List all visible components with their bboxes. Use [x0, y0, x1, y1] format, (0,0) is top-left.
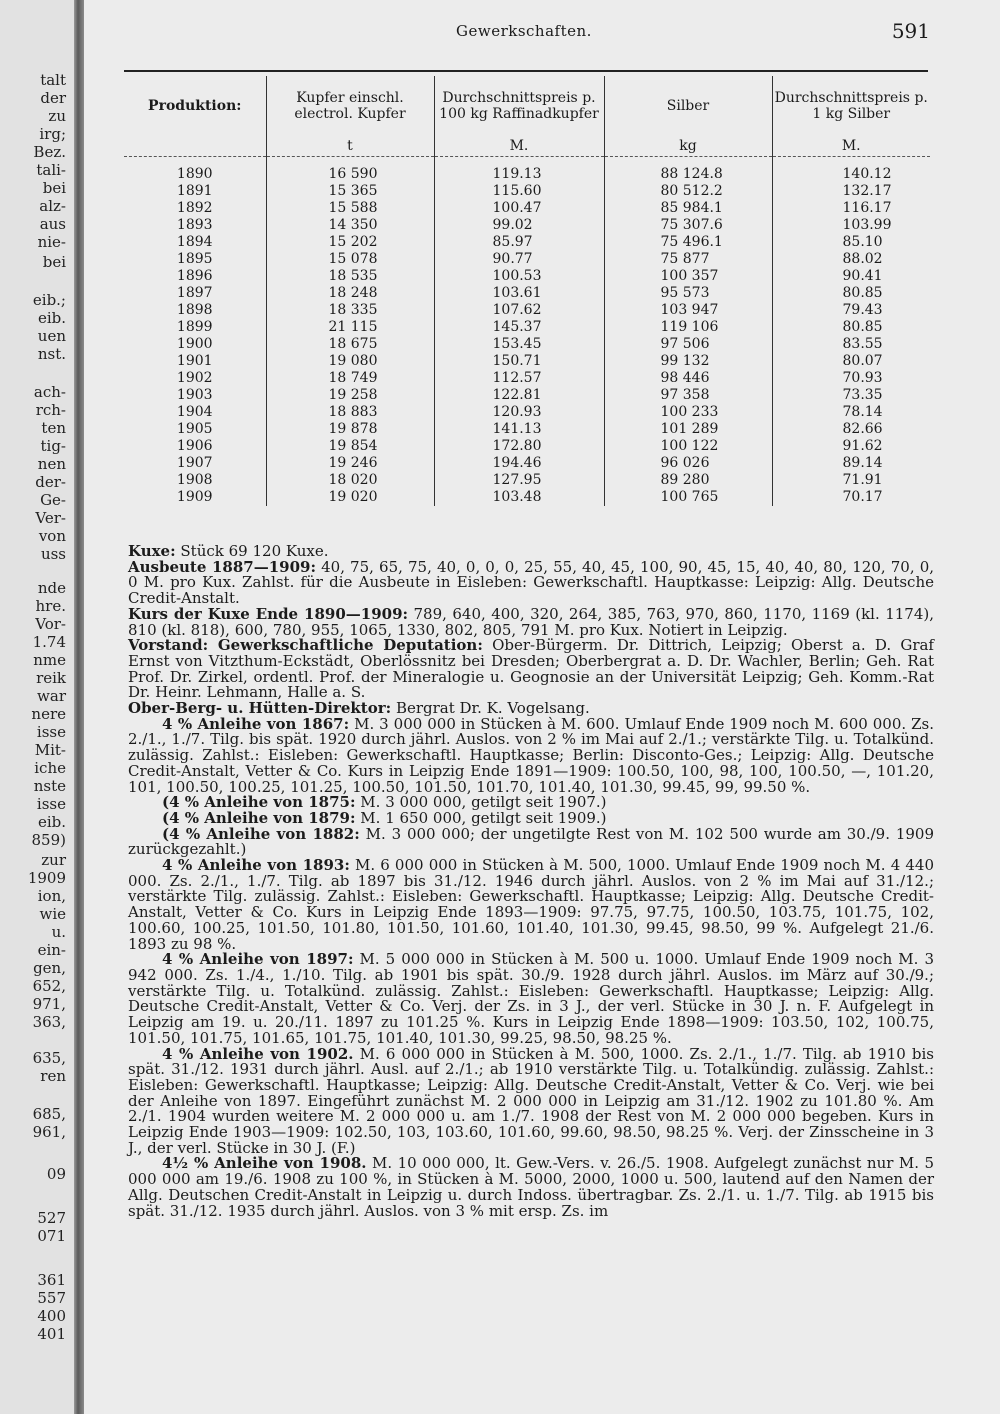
- paragraph: [128, 824, 934, 859]
- silver-cell: 75 307.6: [604, 217, 772, 234]
- paragraph-text: M. 5 000 000 in Stücken à M. 500 u. 1000. Umlauf Ende 1909 noch M. 3 942 000. Zs. 1./4., 1./10. Tilg. ab 1901 bis spät. 30./9. 1928 durch jährl. Auslos. im März auf 30./9.; verstärkte Tilg. u. Totalkünd. zulässig. Zahlst.: Eisleben: Gewerkschaftl. Hauptkasse; Leipzig: Allg. Deutsche Credit-Anstalt, Vetter & Co. Verj. der Zs. in 3 J., der verl. Stücke in 30 J. n. F. Aufgelegt in Leipzig am 19. u. 20./11. 1897 zu 101.25 %. Kurs in Leipzig Ende 1898—1909: 103.50, 102, 100.75, 101.50, 101.75, 101.65, 101.75, 101.40, 101.30, 99.25, 98.50, 98.25 %.: [128, 950, 934, 1047]
- margin-fragment: Mit-: [34, 741, 66, 759]
- margin-fragment: zu: [48, 107, 66, 125]
- silver-price-cell: 83.55: [842, 336, 883, 352]
- year-cell: 1909: [124, 489, 266, 506]
- copper-cell: 18 535: [266, 268, 434, 285]
- margin-fragment: eib.: [37, 309, 66, 327]
- margin-fragment: 1909: [27, 869, 66, 887]
- margin-fragment: nme: [33, 651, 66, 669]
- unit-silver: kg: [604, 136, 772, 157]
- unit-production: [124, 136, 266, 157]
- unit-silver-price: M.: [772, 136, 930, 157]
- table-row: [124, 302, 930, 319]
- silver-price-cell: 79.43: [842, 302, 883, 318]
- table-row: [124, 387, 930, 404]
- paragraph-text: Stück 69 120 Kuxe.: [175, 542, 329, 560]
- year-cell: 1904: [124, 404, 266, 421]
- silver-price-cell: 90.41: [842, 268, 883, 284]
- silver-cell: 101 289: [604, 421, 772, 438]
- year-cell: 1900: [124, 336, 266, 353]
- paragraph-text: M. 3 000 000; der ungetilgte Rest von M. 102 500 wurde am 30./9. 1909 zurückgezahlt.): [128, 824, 934, 859]
- copper-cell: 18 020: [266, 472, 434, 489]
- silver-price-cell: 70.93: [842, 370, 883, 386]
- copper-cell: 19 020: [266, 489, 434, 506]
- paragraph: [128, 1156, 934, 1219]
- margin-fragment: war: [37, 687, 66, 705]
- silver-cell: 97 506: [604, 336, 772, 353]
- silver-cell: 100 357: [604, 268, 772, 285]
- body-text: [128, 544, 934, 1219]
- margin-fragment: eib.: [37, 813, 66, 831]
- silver-price-cell: 82.66: [842, 421, 883, 437]
- table-row: [124, 217, 930, 234]
- running-header: Gewerkschaften.: [456, 22, 592, 40]
- margin-fragment: 971,: [32, 995, 66, 1013]
- silver-price-cell: 116.17: [842, 200, 892, 216]
- year-cell: 1899: [124, 319, 266, 336]
- year-cell: 1906: [124, 438, 266, 455]
- paragraph-lead: Vorstand: Gewerkschaftliche Deputation:: [128, 636, 483, 655]
- copper-price-cell: 172.80: [434, 438, 604, 455]
- table-row: [124, 421, 930, 438]
- paragraph: [128, 638, 934, 701]
- unit-copper-price: M.: [434, 136, 604, 157]
- year-cell: 1907: [124, 455, 266, 472]
- header-rule: [124, 70, 928, 72]
- copper-cell: 15 365: [266, 183, 434, 200]
- table-units-row: [124, 136, 930, 157]
- copper-price-cell: 103.48: [434, 489, 604, 506]
- paragraph-text: Ober-Bürgerm. Dr. Dittrich, Leipzig; Oberst a. D. Graf Ernst von Vitzthum-Eckstädt, Oberlössnitz bei Dresden; Oberbergrat a. D. Dr. Wachler, Berlin; Geh. Rat Prof. Dr. Zirkel, ordentl. Prof. der Mineralogie u. Geognosie an der Universität Leipzig; Geh. Komm.-Rat Dr. Heinr. Lehmann, Halle a. S.: [128, 636, 934, 702]
- margin-fragment: gen,: [33, 959, 66, 977]
- paragraph-text: M. 1 650 000, getilgt seit 1909.): [355, 808, 607, 827]
- header-production: Produktion:: [124, 76, 266, 136]
- margin-fragment: der: [40, 89, 66, 107]
- margin-fragment: 1.74: [32, 633, 66, 651]
- margin-fragment: Bez.: [33, 143, 66, 161]
- silver-cell: 88 124.8: [604, 166, 772, 183]
- table-row: [124, 183, 930, 200]
- silver-price-cell: 91.62: [842, 438, 883, 454]
- year-cell: 1908: [124, 472, 266, 489]
- paragraph-lead: 4 % Anleihe von 1867:: [162, 714, 350, 733]
- silver-cell: 98 446: [604, 370, 772, 387]
- copper-cell: 19 080: [266, 353, 434, 370]
- page-number: 591: [891, 19, 930, 43]
- silver-cell: 100 122: [604, 438, 772, 455]
- copper-price-cell: 90.77: [434, 251, 604, 268]
- silver-price-cell: 85.10: [842, 234, 883, 250]
- margin-fragment: ach-: [33, 383, 66, 401]
- year-cell: 1903: [124, 387, 266, 404]
- table-row: [124, 455, 930, 472]
- silver-price-cell: 70.17: [842, 489, 883, 505]
- margin-fragment: 859): [31, 831, 66, 849]
- copper-price-cell: 100.47: [434, 200, 604, 217]
- margin-fragment: nere: [31, 705, 66, 723]
- silver-cell: 99 132: [604, 353, 772, 370]
- copper-price-cell: 153.45: [434, 336, 604, 353]
- paragraph-lead: Kurs der Kuxe Ende 1890—1909:: [128, 604, 409, 623]
- copper-cell: 16 590: [266, 166, 434, 183]
- paragraph-text: M. 3 000 000 in Stücken à M. 600. Umlauf Ende 1909 noch M. 600 000. Zs. 2./1., 1./7. Tilg. bis spät. 1920 durch jährl. Auslos. von 2 % im Mai auf 2./1.; verstärkte Tilg. u. Totalkünd. zulässig. Zahlst.: Eisleben: Gewerkschaftl. Hauptkasse; Berlin: Disconto-Ges.; Leipzig: Allg. Deutsche Credit-Anstalt, Vetter & Co. Kurs in Leipzig Ende 1891—1909: 100.50, 100, 98, 100, 100.50, —, 101.20, 101, 100.50, 100.25, 101.25, 100.50, 101.50, 101.70, 101.40, 101.30, 99.45, 99, 99.50 %.: [128, 714, 934, 796]
- paragraph-lead: Ausbeute 1887—1909:: [128, 557, 316, 576]
- margin-fragment: der-: [35, 473, 66, 491]
- margin-fragment: talt: [40, 71, 66, 89]
- copper-price-cell: 194.46: [434, 455, 604, 472]
- silver-cell: 80 512.2: [604, 183, 772, 200]
- margin-fragment: tali-: [36, 161, 66, 179]
- copper-price-cell: 85.97: [434, 234, 604, 251]
- margin-fragment: 361: [37, 1271, 66, 1289]
- header-silver-price: Durchschnittspreis p. 1 kg Silber: [774, 90, 928, 122]
- paragraph-text: 789, 640, 400, 320, 264, 385, 763, 970, 860, 1170, 1169 (kl. 1174), 810 (kl. 818), 600, 780, 955, 1065, 1330, 802, 805, 791 M. pro Kux. Notiert in Leipzig.: [128, 604, 934, 639]
- table-row: [124, 166, 930, 183]
- page: [84, 0, 1000, 1414]
- silver-cell: 89 280: [604, 472, 772, 489]
- copper-cell: 15 202: [266, 234, 434, 251]
- table-row: [124, 472, 930, 489]
- page-gutter: [74, 0, 84, 1414]
- margin-fragment: von: [38, 527, 66, 545]
- margin-fragment: nde: [37, 579, 66, 597]
- copper-cell: 18 883: [266, 404, 434, 421]
- header-silver: Silber: [604, 76, 772, 136]
- copper-cell: 19 854: [266, 438, 434, 455]
- copper-cell: 15 078: [266, 251, 434, 268]
- paragraph-lead: 4½ % Anleihe von 1908.: [162, 1154, 367, 1173]
- margin-fragment: ten: [41, 419, 66, 437]
- copper-cell: 19 878: [266, 421, 434, 438]
- facing-page-strip: [0, 0, 84, 1414]
- copper-cell: 18 248: [266, 285, 434, 302]
- year-cell: 1901: [124, 353, 266, 370]
- table-row: [124, 353, 930, 370]
- silver-cell: 75 496.1: [604, 234, 772, 251]
- margin-fragment: 557: [37, 1289, 66, 1307]
- paragraph-text: Bergrat Dr. K. Vogelsang.: [391, 699, 590, 718]
- silver-cell: 97 358: [604, 387, 772, 404]
- copper-cell: 14 350: [266, 217, 434, 234]
- margin-fragment: wie: [39, 905, 66, 923]
- margin-fragment: irg;: [39, 125, 66, 143]
- silver-price-cell: 78.14: [842, 404, 883, 420]
- copper-cell: 19 258: [266, 387, 434, 404]
- silver-cell: 96 026: [604, 455, 772, 472]
- copper-price-cell: 119.13: [434, 166, 604, 183]
- silver-price-cell: 89.14: [842, 455, 883, 471]
- margin-fragment: reik: [36, 669, 66, 687]
- silver-price-cell: 71.91: [842, 472, 883, 488]
- paragraph-lead: (4 % Anleihe von 1875:: [162, 793, 356, 812]
- silver-price-cell: 103.99: [842, 217, 892, 233]
- margin-fragment: nen: [37, 455, 66, 473]
- silver-price-cell: 140.12: [842, 166, 892, 182]
- margin-fragment: nie-: [37, 233, 66, 251]
- silver-cell: 95 573: [604, 285, 772, 302]
- year-cell: 1890: [124, 166, 266, 183]
- copper-price-cell: 127.95: [434, 472, 604, 489]
- year-cell: 1905: [124, 421, 266, 438]
- header-copper: Kupfer einschl. electrol. Kupfer: [266, 76, 434, 136]
- margin-fragment: u.: [51, 923, 66, 941]
- margin-fragment: 961,: [32, 1123, 66, 1141]
- margin-fragment: 363,: [32, 1013, 66, 1031]
- margin-fragment: Ge-: [40, 491, 66, 509]
- silver-price-cell: 80.07: [842, 353, 883, 369]
- copper-price-cell: 141.13: [434, 421, 604, 438]
- copper-price-cell: 99.02: [434, 217, 604, 234]
- margin-fragment: bei: [42, 253, 66, 271]
- paragraph-text: M. 3 000 000, getilgt seit 1907.): [355, 793, 607, 812]
- copper-cell: 19 246: [266, 455, 434, 472]
- paragraph: [128, 557, 935, 608]
- year-cell: 1892: [124, 200, 266, 217]
- margin-fragment: ein-: [37, 941, 66, 959]
- year-cell: 1902: [124, 370, 266, 387]
- margin-fragment: 071: [37, 1227, 66, 1245]
- silver-cell: 119 106: [604, 319, 772, 336]
- paragraph: [128, 952, 934, 1046]
- margin-fragment: Ver-: [35, 509, 66, 527]
- year-cell: 1896: [124, 268, 266, 285]
- copper-price-cell: 122.81: [434, 387, 604, 404]
- copper-cell: 18 675: [266, 336, 434, 353]
- margin-fragment: aus: [39, 215, 66, 233]
- copper-price-cell: 112.57: [434, 370, 604, 387]
- copper-cell: 21 115: [266, 319, 434, 336]
- table-row: [124, 268, 930, 285]
- margin-fragment: Vor-: [35, 615, 66, 633]
- year-cell: 1895: [124, 251, 266, 268]
- margin-fragment: nst.: [37, 345, 66, 363]
- copper-cell: 15 588: [266, 200, 434, 217]
- margin-fragment: ion,: [37, 887, 66, 905]
- paragraph-lead: (4 % Anleihe von 1882:: [162, 824, 360, 843]
- margin-fragment: 685,: [32, 1105, 66, 1123]
- unit-copper: t: [266, 136, 434, 157]
- paragraph-text: 40, 75, 65, 75, 40, 0, 0, 0, 25, 55, 40, 45, 100, 90, 45, 15, 40, 40, 80, 120, 70, 0, 0 M. pro Kux. Zahlst. für die Ausbeute in Eisleben: Gewerkschaftl. Hauptkasse: Leipzig: Allg. Deutsche Credit-Anstalt.: [128, 557, 935, 608]
- copper-price-cell: 145.37: [434, 319, 604, 336]
- year-cell: 1898: [124, 302, 266, 319]
- silver-cell: 100 233: [604, 404, 772, 421]
- silver-cell: 75 877: [604, 251, 772, 268]
- silver-price-cell: 132.17: [842, 183, 892, 199]
- table-row: [124, 285, 930, 302]
- paragraph-text: M. 6 000 000 in Stücken à M. 500, 1000. Zs. 2./1., 1./7. Tilg. ab 1910 bis spät. 31./12. 1931 durch jährl. Ausl. auf 2./1.; ab 1910 verstärkte Tilg. u. Totalkündig. zulässig. Zahlst.: Eisleben: Gewerkschaftl. Hauptkasse; Leipzig: Allg. Deutsche Credit-Anstalt, Vetter & Co. Verj. wie bei der Anleihe von 1897. Eingeführt zunächst M. 2 000 000 in Leipzig am 31./12. 1902 zu 101.80 %. Am 2./1. 1904 wurden weitere M. 2 000 000 u. am 1./7. 1908 der Rest von M. 2 000 000 begeben. Kurs in Leipzig Ende 1903—1909: 102.50, 103, 103.60, 101.60, 99.60, 98.50, 98.25 %. Verj. der Zinsscheine in 3 J., der verl. Stücke in 30 J. (F.): [128, 1044, 935, 1157]
- copper-price-cell: 100.53: [434, 268, 604, 285]
- margin-fragment: eib.;: [32, 291, 66, 309]
- margin-fragment: 527: [37, 1209, 66, 1227]
- copper-price-cell: 107.62: [434, 302, 604, 319]
- copper-cell: 18 335: [266, 302, 434, 319]
- table-row: [124, 489, 930, 506]
- table-row: [124, 319, 930, 336]
- margin-fragment: hre.: [35, 597, 66, 615]
- margin-fragment: tig-: [40, 437, 66, 455]
- margin-fragment: alz-: [39, 197, 66, 215]
- paragraph-lead: 4 % Anleihe von 1893:: [162, 856, 350, 875]
- year-cell: 1893: [124, 217, 266, 234]
- paragraph: [128, 714, 934, 796]
- margin-fragment: 652,: [32, 977, 66, 995]
- copper-cell: 18 749: [266, 370, 434, 387]
- paragraph: [128, 604, 934, 639]
- silver-price-cell: 80.85: [842, 319, 883, 335]
- year-cell: 1897: [124, 285, 266, 302]
- paragraph-lead: 4 % Anleihe von 1902.: [162, 1044, 354, 1063]
- margin-fragment: ren: [40, 1067, 66, 1085]
- margin-fragment: 401: [37, 1325, 66, 1343]
- paragraph: [128, 1044, 935, 1157]
- table-row: [124, 336, 930, 353]
- margin-fragment: uss: [40, 545, 66, 563]
- margin-fragment: isse: [36, 723, 66, 741]
- margin-fragment: uen: [37, 327, 66, 345]
- paragraph: [128, 858, 934, 952]
- silver-cell: 100 765: [604, 489, 772, 506]
- silver-cell: 103 947: [604, 302, 772, 319]
- margin-fragment: 400: [37, 1307, 66, 1325]
- paragraph-text: M. 10 000 000, lt. Gew.-Vers. v. 26./5. 1908. Aufgelegt zunächst nur M. 5 000 000 am 19./6. 1908 zu 100 %, in Stücken à M. 5000, 2000, 1000 u. 500, lautend auf den Namen der Allg. Deutschen Credit-Anstalt in Leipzig u. durch Indoss. übertragbar. Zs. 2./1. u. 1./7. Tilg. ab 1915 bis spät. 31./12. 1935 durch jährl. Auslos. von 3 % mit ersp. Zs. im: [128, 1154, 934, 1220]
- table-row: [124, 200, 930, 217]
- production-table: [124, 76, 930, 506]
- margin-fragment: iche: [34, 759, 66, 777]
- margin-fragment: bei: [42, 179, 66, 197]
- silver-price-cell: 88.02: [842, 251, 883, 267]
- margin-fragment: zur: [41, 851, 66, 869]
- paragraph-lead: Kuxe:: [128, 542, 176, 560]
- paragraph-text: M. 6 000 000 in Stücken à M. 500, 1000. Umlauf Ende 1909 noch M. 4 440 000. Zs. 2./1., 1./7. Tilg. ab 1897 bis 31./12. 1946 durch jährl. Auslos. von 2 % im Mai auf 31./12.; verstärkte Tilg. zulässig. Zahlst.: Eisleben: Gewerkschaftl. Hauptkasse; Leipzig: Allg. Deutsche Credit-Anstalt, Vetter & Co. Kurs in Leipzig Ende 1893—1909: 97.75, 97.75, 100.50, 103.75, 101.75, 102, 100.60, 100.25, 101.50, 101.80, 101.50, 101.60, 101.40, 101.30, 99.45, 98.50, 99 %. Aufgelegt 21./6. 1893 zu 98 %.: [128, 856, 934, 953]
- copper-price-cell: 115.60: [434, 183, 604, 200]
- year-cell: 1894: [124, 234, 266, 251]
- table-row: [124, 370, 930, 387]
- paragraph-lead: Ober-Berg- u. Hütten-Direktor:: [128, 699, 392, 718]
- copper-price-cell: 103.61: [434, 285, 604, 302]
- table-header-row: [124, 76, 930, 136]
- table-body: [124, 166, 930, 506]
- margin-fragment: rch-: [35, 401, 66, 419]
- margin-fragment: nste: [33, 777, 66, 795]
- silver-cell: 85 984.1: [604, 200, 772, 217]
- year-cell: 1891: [124, 183, 266, 200]
- table-row: [124, 404, 930, 421]
- paragraph-lead: (4 % Anleihe von 1879:: [162, 808, 356, 827]
- table-row: [124, 234, 930, 251]
- margin-fragment: isse: [36, 795, 66, 813]
- silver-price-cell: 73.35: [842, 387, 883, 403]
- header-copper-price: Durchschnittspreis p. 100 kg Raffinadkupfer: [434, 76, 604, 136]
- paragraph-lead: 4 % Anleihe von 1897:: [162, 950, 354, 969]
- silver-price-cell: 80.85: [842, 285, 883, 301]
- table-row: [124, 438, 930, 455]
- copper-price-cell: 120.93: [434, 404, 604, 421]
- copper-price-cell: 150.71: [434, 353, 604, 370]
- margin-fragment: 635,: [32, 1049, 66, 1067]
- margin-fragment: 09: [46, 1165, 66, 1183]
- table-row: [124, 251, 930, 268]
